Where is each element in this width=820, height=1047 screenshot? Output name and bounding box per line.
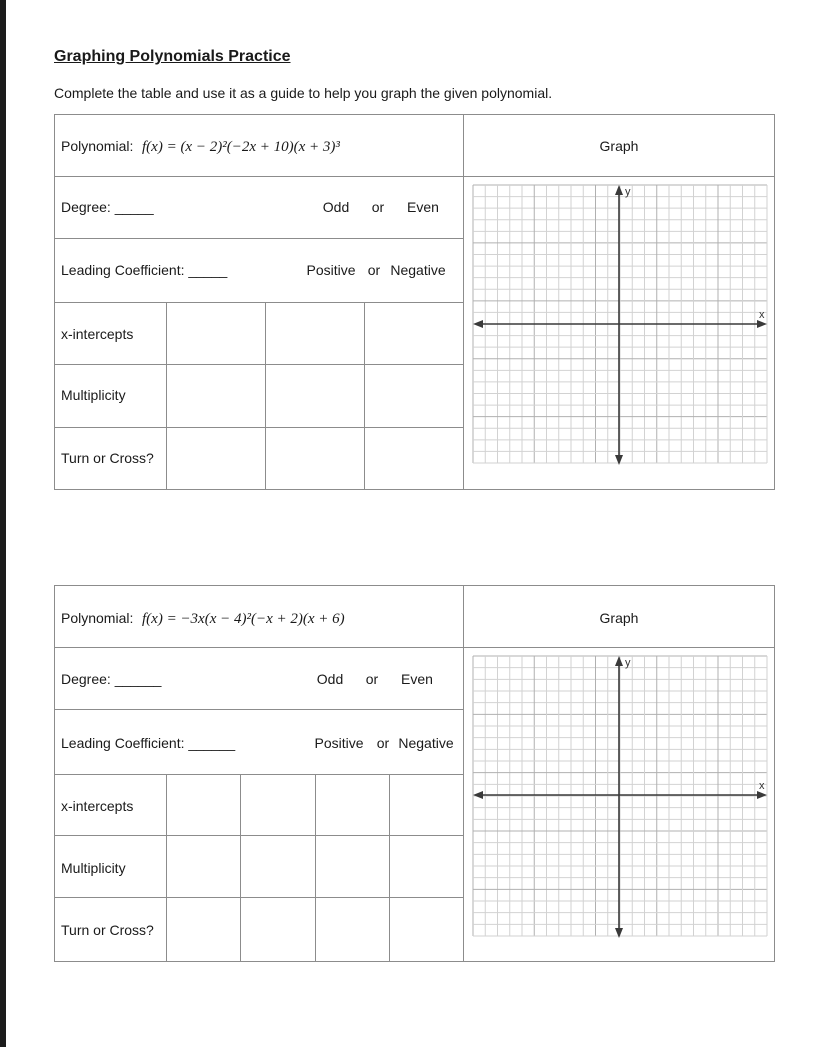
or-text: or [376,735,390,751]
table-border [55,586,775,962]
worksheet-2-svg [54,585,775,962]
y-axis-label: y [625,186,631,198]
row-label-turn-or-cross: Turn or Cross? [61,450,154,466]
even-option[interactable]: Even [407,199,439,215]
y-axis-up-arrow-icon [615,656,623,666]
x-axis-left-arrow-icon [473,320,483,328]
row-label-turn-or-cross: Turn or Cross? [61,922,154,938]
worksheet-1 [54,114,775,490]
or-text: or [365,671,379,687]
positive-option[interactable]: Positive [306,262,356,278]
row-label-x-intercepts: x-intercepts [61,798,134,814]
graph-header: Graph [599,138,639,154]
y-axis-up-arrow-icon [615,185,623,195]
worksheet-2 [54,585,775,962]
x-axis-label: x [759,780,765,792]
degree-label[interactable]: Degree: _____ [61,199,154,215]
instructions-text: Complete the table and use it as a guide to help you graph the given polynomial. [54,85,553,101]
positive-option[interactable]: Positive [314,735,364,751]
polynomial-label: Polynomial: [61,138,134,154]
negative-option[interactable]: Negative [398,735,454,751]
polynomial-expression: f(x) = −3x(x − 4)²(−x + 2)(x + 6) [142,611,345,627]
leading-coefficient-label[interactable]: Leading Coefficient: _____ [61,262,228,278]
polynomial-label: Polynomial: [61,610,134,626]
odd-option[interactable]: Odd [322,199,350,215]
coordinate-grid[interactable] [473,656,767,938]
row-label-multiplicity: Multiplicity [61,387,126,403]
negative-option[interactable]: Negative [390,262,446,278]
x-axis-label: x [759,309,765,321]
y-axis-label: y [625,657,631,669]
x-axis-right-arrow-icon [757,791,767,799]
or-text: or [367,262,381,278]
coordinate-grid[interactable] [473,185,767,465]
polynomial-expression: f(x) = (x − 2)²(−2x + 10)(x + 3)³ [142,139,340,155]
odd-option[interactable]: Odd [316,671,344,687]
graph-header: Graph [599,610,639,626]
leading-coefficient-label[interactable]: Leading Coefficient: ______ [61,735,236,751]
row-label-x-intercepts: x-intercepts [61,326,134,342]
row-label-multiplicity: Multiplicity [61,860,126,876]
page-title: Graphing Polynomials Practice [54,48,291,65]
or-text: or [371,199,385,215]
x-axis-right-arrow-icon [757,320,767,328]
even-option[interactable]: Even [401,671,433,687]
page-left-edge [0,0,6,1047]
worksheet-1-svg [54,114,775,490]
x-axis-left-arrow-icon [473,791,483,799]
degree-label[interactable]: Degree: ______ [61,671,162,687]
